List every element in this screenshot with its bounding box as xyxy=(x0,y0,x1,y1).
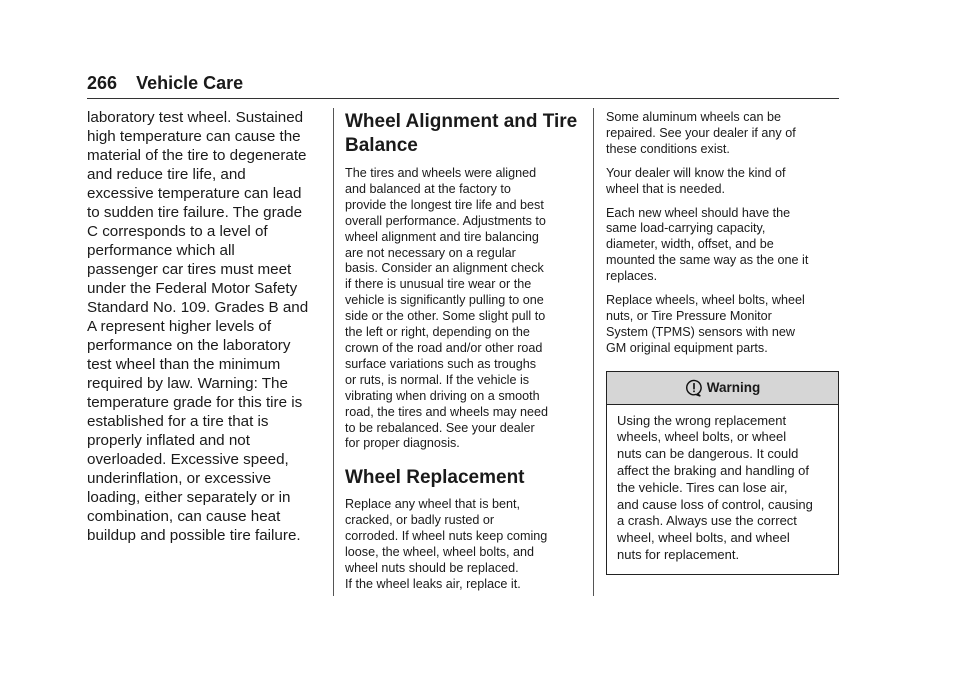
warning-header xyxy=(607,372,838,405)
warning-box xyxy=(606,371,839,575)
paragraph-new-wheel: Each new wheel should have the same load-carrying capacity, diameter, width, offset, and be mounted the same way as the one it replaces. xyxy=(606,205,809,284)
column-1 xyxy=(87,108,327,545)
replacement-paragraph: Replace any wheel that is bent, cracked, or badly rusted or corroded. If wheel nuts keep coming loose, the wheel, wheel bolts, and wheel nuts should be replaced. If the wheel leaks air, replace it. xyxy=(345,497,548,591)
heading-wheel-replacement: Wheel Replacement xyxy=(345,467,525,489)
header-rule xyxy=(87,98,839,99)
alignment-paragraph: The tires and wheels were aligned and balanced at the factory to provide the longest tire life and best overall performance. Adjustments to wheel alignment and tire balancing are not necessary on a regular basis. Consider an alignment check if there is unusual tire wear or the vehicle is significantly pulling to one side or the other. Some slight pull to the left or right, depending on the crown of the road and/or other road surface variations such as troughs or ruts, is normal. If the vehicle is vibrating when driving on a smooth road, the tires and wheels may need to be rebalanced. See your dealer for proper diagnosis. xyxy=(345,166,549,451)
page-number: 266 xyxy=(87,73,118,93)
warning-icon xyxy=(685,379,703,397)
warning-text: Using the wrong replacement wheels, wheel bolts, or wheel nuts can be dangerous. It could affect the braking and handling of the vehicle. Tires can lose air, and cause loss of control, causing a crash. Always use the correct wheel, wheel bolts, and wheel nuts for replacement. xyxy=(617,412,813,563)
heading-wheel-alignment: Wheel Alignment and Tire Balance xyxy=(345,111,578,156)
paragraph-dealer-knows: Your dealer will know the kind of wheel that is needed. xyxy=(606,165,786,196)
warning-title: Warning xyxy=(706,379,761,395)
section-title: Vehicle Care xyxy=(136,73,244,93)
page-header xyxy=(87,72,839,94)
column-divider xyxy=(333,108,334,596)
paragraph-aluminum-wheels: Some aluminum wheels can be repaired. See your dealer if any of these conditions exist. xyxy=(606,110,796,156)
column-divider xyxy=(593,108,594,596)
body-text: laboratory test wheel. Sustained high temperature can cause the material of the tire to degenerate and reduce tire life, and excessive temperature can lead to sudden tire failure. The grade C corresponds to a level of performance which all passenger car tires must meet under the Federal Motor Safety Standard No. 109. Grades B and A represent higher levels of performance on the laboratory test wheel than the minimum required by law. Warning: The temperature grade for this tire is established for a tire that is properly inflated and not overloaded. Excessive speed, underinflation, or excessive loading, either separately or in combination, can cause heat buildup and possible tire failure. xyxy=(87,109,309,544)
paragraph-replace-parts: Replace wheels, wheel bolts, wheel nuts, or Tire Pressure Monitor System (TPMS) sensors with new GM original equipment parts. xyxy=(606,293,805,355)
column-2 xyxy=(345,110,581,601)
column-3 xyxy=(606,110,839,575)
